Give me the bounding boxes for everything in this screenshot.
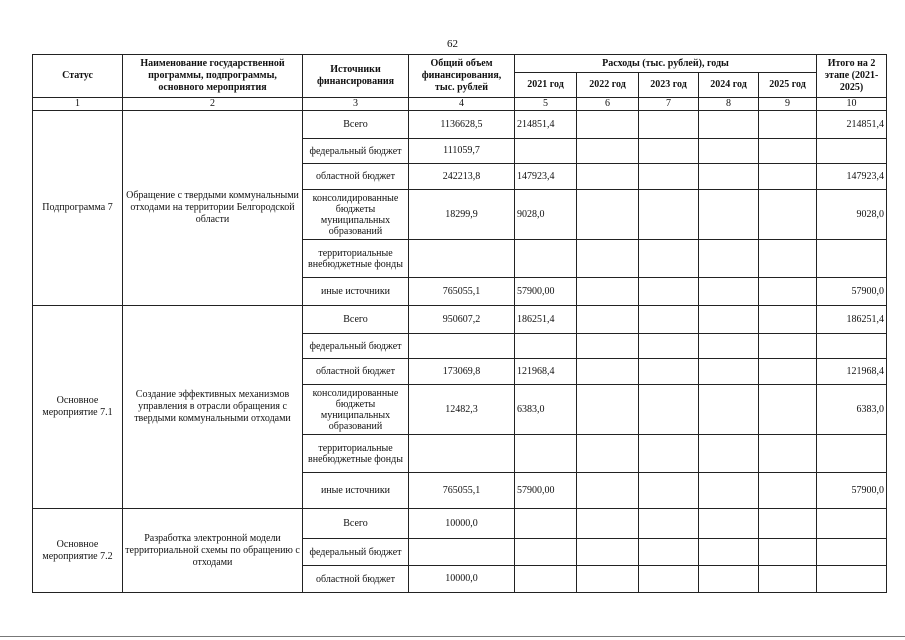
column-number: 9 [759,98,817,111]
source-cell: Всего [303,306,409,334]
column-number: 10 [817,98,887,111]
source-cell: федеральный бюджет [303,139,409,164]
year-2022-cell [577,359,639,385]
year-2025-cell [759,539,817,566]
year-2025-cell [759,306,817,334]
year-2022-cell [577,473,639,509]
year-2023-cell [639,278,699,306]
year-2021-cell: 214851,4 [515,111,577,139]
year-2025-cell [759,139,817,164]
header-status: Статус [33,55,123,98]
column-number: 7 [639,98,699,111]
total-cell: 242213,8 [409,164,515,190]
source-cell: Всего [303,111,409,139]
year-2021-cell: 57900,00 [515,473,577,509]
itog-cell [817,435,887,473]
status-cell: Подпрограмма 7 [33,111,123,306]
program-name-cell: Обращение с твердыми коммунальными отходами на территории Белгородской области [123,111,303,306]
year-2023-cell [639,509,699,539]
header-year-2025: 2025 год [759,73,817,98]
year-2022-cell [577,139,639,164]
year-2022-cell [577,509,639,539]
year-2024-cell [699,164,759,190]
year-2024-cell [699,278,759,306]
column-number: 4 [409,98,515,111]
year-2023-cell [639,190,699,240]
year-2025-cell [759,240,817,278]
year-2023-cell [639,539,699,566]
itog-cell [817,240,887,278]
column-number: 6 [577,98,639,111]
itog-cell: 214851,4 [817,111,887,139]
year-2025-cell [759,334,817,359]
total-cell [409,240,515,278]
year-2021-cell [515,435,577,473]
table-body [33,111,887,593]
year-2024-cell [699,435,759,473]
table-row [33,306,887,334]
year-2021-cell: 186251,4 [515,306,577,334]
year-2025-cell [759,385,817,435]
header-year-2022: 2022 год [577,73,639,98]
itog-cell [817,139,887,164]
year-2023-cell [639,359,699,385]
total-cell: 1136628,5 [409,111,515,139]
year-2022-cell [577,111,639,139]
year-2022-cell [577,539,639,566]
year-2023-cell [639,164,699,190]
total-cell: 173069,8 [409,359,515,385]
status-cell: Основное мероприятие 7.1 [33,306,123,509]
column-number: 3 [303,98,409,111]
year-2021-cell: 9028,0 [515,190,577,240]
year-2023-cell [639,240,699,278]
itog-cell: 57900,0 [817,473,887,509]
year-2023-cell [639,473,699,509]
source-cell: областной бюджет [303,164,409,190]
year-2023-cell [639,435,699,473]
year-2021-cell [515,139,577,164]
header-itog: Итого на 2 этапе (2021-2025) [817,55,887,98]
year-2023-cell [639,306,699,334]
total-cell: 10000,0 [409,509,515,539]
year-2021-cell [515,509,577,539]
program-name-cell: Разработка электронной модели территориальной схемы по обращению с отходами [123,509,303,593]
scan-edge-line [0,636,905,637]
year-2021-cell: 147923,4 [515,164,577,190]
header-year-2024: 2024 год [699,73,759,98]
year-2025-cell [759,509,817,539]
year-2024-cell [699,359,759,385]
year-2021-cell: 121968,4 [515,359,577,385]
total-cell: 10000,0 [409,566,515,593]
year-2021-cell [515,566,577,593]
year-2025-cell [759,435,817,473]
header-expenses: Расходы (тыс. рублей), годы [515,55,817,73]
year-2022-cell [577,278,639,306]
column-number: 8 [699,98,759,111]
itog-cell [817,334,887,359]
year-2025-cell [759,473,817,509]
year-2022-cell [577,190,639,240]
itog-cell: 121968,4 [817,359,887,385]
year-2024-cell [699,240,759,278]
year-2022-cell [577,334,639,359]
total-cell: 18299,9 [409,190,515,240]
itog-cell: 6383,0 [817,385,887,435]
year-2022-cell [577,435,639,473]
header-year-2023: 2023 год [639,73,699,98]
year-2024-cell [699,306,759,334]
table-row [33,111,887,139]
year-2022-cell [577,385,639,435]
total-cell [409,539,515,566]
total-cell: 765055,1 [409,278,515,306]
total-cell [409,334,515,359]
year-2025-cell [759,164,817,190]
column-number: 2 [123,98,303,111]
source-cell: областной бюджет [303,359,409,385]
year-2024-cell [699,385,759,435]
year-2022-cell [577,566,639,593]
year-2021-cell [515,539,577,566]
year-2025-cell [759,278,817,306]
source-cell: Всего [303,509,409,539]
budget-table [32,54,887,593]
year-2023-cell [639,139,699,164]
year-2022-cell [577,164,639,190]
year-2021-cell [515,334,577,359]
source-cell: федеральный бюджет [303,334,409,359]
itog-cell [817,539,887,566]
source-cell: федеральный бюджет [303,539,409,566]
header-total-volume: Общий объем финансирования, тыс. рублей [409,55,515,98]
source-cell: консолидированные бюджеты муниципальных образований [303,190,409,240]
source-cell: иные источники [303,278,409,306]
year-2023-cell [639,111,699,139]
column-number-row [33,98,887,111]
itog-cell [817,566,887,593]
year-2022-cell [577,240,639,278]
year-2023-cell [639,566,699,593]
total-cell: 111059,7 [409,139,515,164]
source-cell: территориальные внебюджетные фонды [303,435,409,473]
year-2024-cell [699,139,759,164]
page-number: 62 [447,38,458,50]
year-2024-cell [699,190,759,240]
year-2025-cell [759,111,817,139]
total-cell [409,435,515,473]
source-cell: областной бюджет [303,566,409,593]
year-2024-cell [699,473,759,509]
source-cell: территориальные внебюджетные фонды [303,240,409,278]
total-cell: 765055,1 [409,473,515,509]
year-2023-cell [639,334,699,359]
year-2023-cell [639,385,699,435]
header-year-2021: 2021 год [515,73,577,98]
year-2024-cell [699,111,759,139]
itog-cell: 186251,4 [817,306,887,334]
itog-cell [817,509,887,539]
column-number: 1 [33,98,123,111]
table-row [33,509,887,539]
itog-cell: 9028,0 [817,190,887,240]
program-name-cell: Создание эффективных механизмов управления в отрасли обращения с твердыми коммунальными отходами [123,306,303,509]
year-2024-cell [699,334,759,359]
itog-cell: 57900,0 [817,278,887,306]
total-cell: 12482,3 [409,385,515,435]
header-sources: Источники финансирования [303,55,409,98]
source-cell: иные источники [303,473,409,509]
header-program-name: Наименование государственной программы, подпрограммы, основного мероприятия [123,55,303,98]
year-2024-cell [699,566,759,593]
year-2024-cell [699,539,759,566]
year-2025-cell [759,566,817,593]
year-2021-cell: 6383,0 [515,385,577,435]
year-2021-cell: 57900,00 [515,278,577,306]
column-number: 5 [515,98,577,111]
year-2024-cell [699,509,759,539]
source-cell: консолидированные бюджеты муниципальных образований [303,385,409,435]
total-cell: 950607,2 [409,306,515,334]
year-2022-cell [577,306,639,334]
status-cell: Основное мероприятие 7.2 [33,509,123,593]
year-2025-cell [759,190,817,240]
itog-cell: 147923,4 [817,164,887,190]
year-2021-cell [515,240,577,278]
year-2025-cell [759,359,817,385]
